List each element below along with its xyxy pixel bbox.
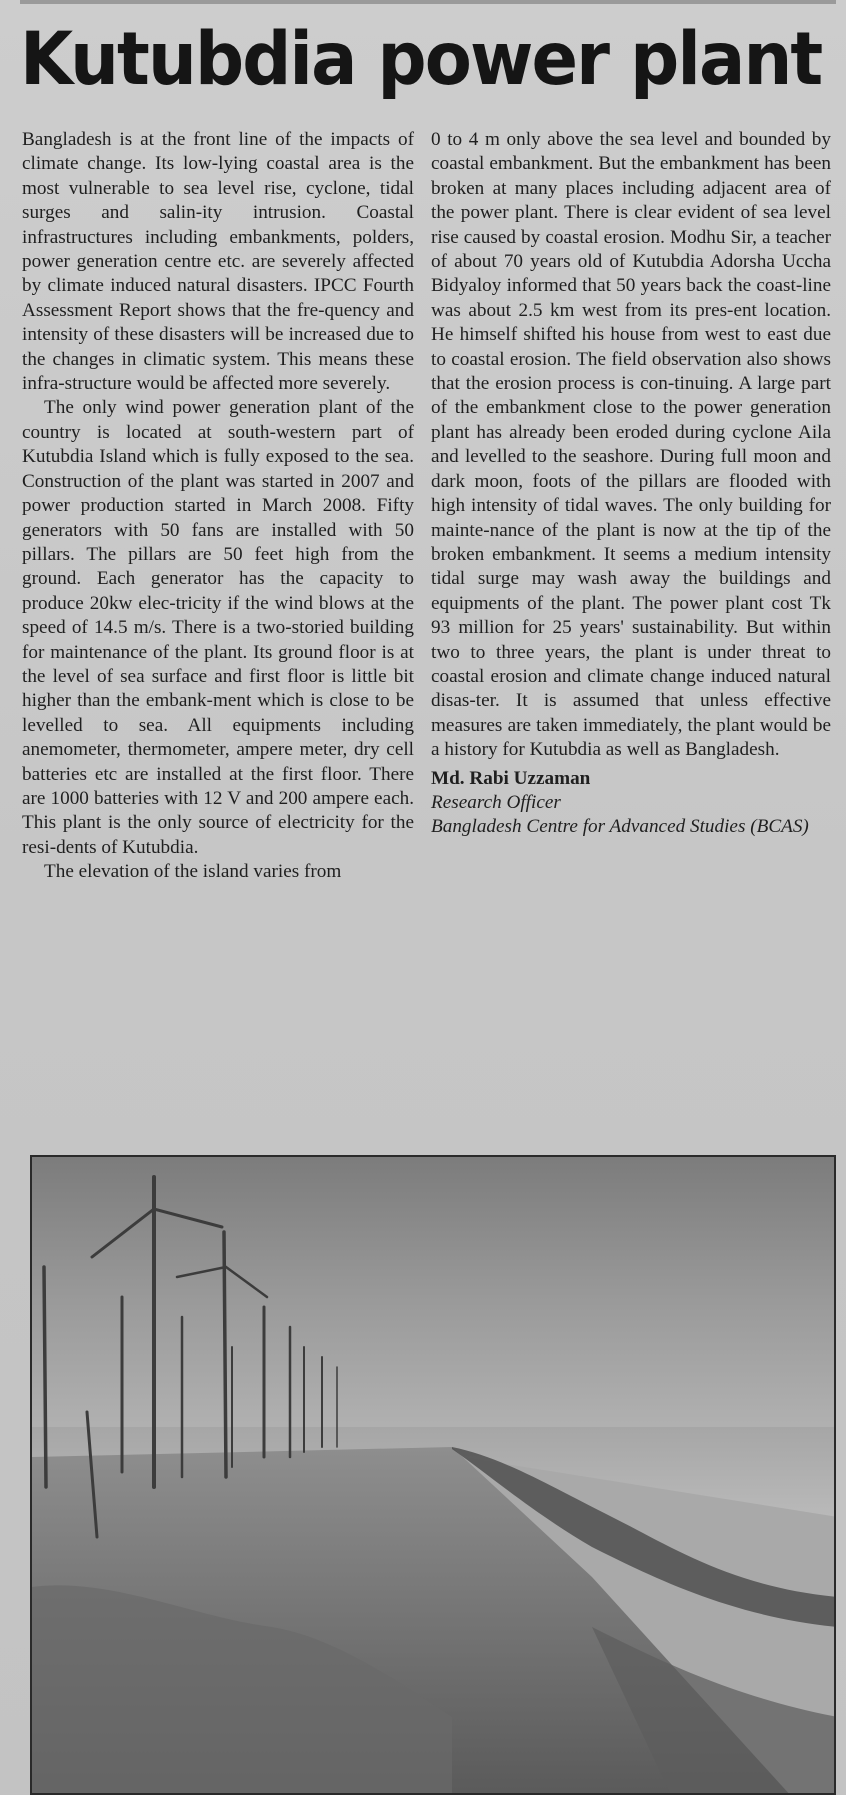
- turbine-tower: [44, 1267, 46, 1487]
- byline: [431, 767, 831, 840]
- paragraph: The elevation of the island varies from: [44, 861, 342, 883]
- paragraph: The only wind power generation plant of the country is located at south-western part of Kutubdia Island which is fully exposed to the sea. Construction of the plant was started in 2007 and power production started in March 2008. Fifty generators with 50 fans are installed with 50 pillars. The pillars are 50 feet high from the ground. Each generator has the capacity to produce 20kw elec-tricity if the wind blows at the speed of 14.5 m/s. There is a two-storied building for maintenance of the plant. Its ground floor is at the level of sea surface and first floor is little bit higher than the embank-ment which is close to be levelled to sea. All equipments including anemometer, thermometer, ampere meter, dry cell batteries etc are installed at the first floor. There are 1000 batteries with 12 V and 200 ampere each. This plant is the only source of electricity for the resi-dents of Kutubdia.: [22, 397, 414, 858]
- author-name: Md. Rabi Uzzaman: [431, 767, 591, 789]
- top-rule: [20, 0, 836, 4]
- article-column-left: [22, 128, 414, 885]
- photo-illustration: [32, 1157, 836, 1795]
- author-organization: Bangladesh Centre for Advanced Studies (BCAS): [431, 816, 809, 838]
- paragraph: Bangladesh is at the front line of the impacts of climate change. Its low-lying coastal area is the most vulnerable to sea level rise, cyclone, tidal surges and salin-ity intrusion. Coastal infrastructures including embankments, polders, power generation centre etc. are severely affected by climate induced natural disasters. IPCC Fourth Assessment Report shows that the fre-quency and intensity of these disasters will be increased due to the changes in climatic system. This means these infra-structure would be affected more severely.: [22, 129, 414, 395]
- article-column-right: [431, 128, 831, 840]
- author-role: Research Officer: [431, 791, 561, 813]
- turbine-tower: [224, 1232, 226, 1477]
- wind-turbine-photo: [30, 1155, 836, 1795]
- headline: Kutubdia power plant: [20, 17, 822, 102]
- paragraph: 0 to 4 m only above the sea level and bounded by coastal embankment. But the embankment has been broken at many places including adjacent area of the power plant. There is clear evident of sea level rise caused by coastal erosion. Modhu Sir, a teacher of about 70 years old of Kutubdia Adorsha Uccha Bidyaloy informed that 50 years back the coast-line was about 2.5 km west from its pres-ent location. He himself shifted his house from west to east due to coastal erosion. The field observation also shows that the erosion process is con-tinuing. A large part of the embankment close to the power generation plant has already been eroded during cyclone Aila and levelled to the seashore. During full moon and dark moon, foots of the pillars are flooded with high intensity of tidal waves. The only building for mainte-nance of the plant is now at the tip of the broken embankment. It seems a medium intensity tidal surge may wash away the buildings and equipments of the plant. The power plant cost Tk 93 million for 25 years' sustainability. But within two to three years, the plant is under threat to coastal erosion and climate change induced natural disas-ter. It is assumed that unless effective measures are taken immediately, the plant would be a history for Kutubdia as well as Bangladesh.: [431, 129, 831, 761]
